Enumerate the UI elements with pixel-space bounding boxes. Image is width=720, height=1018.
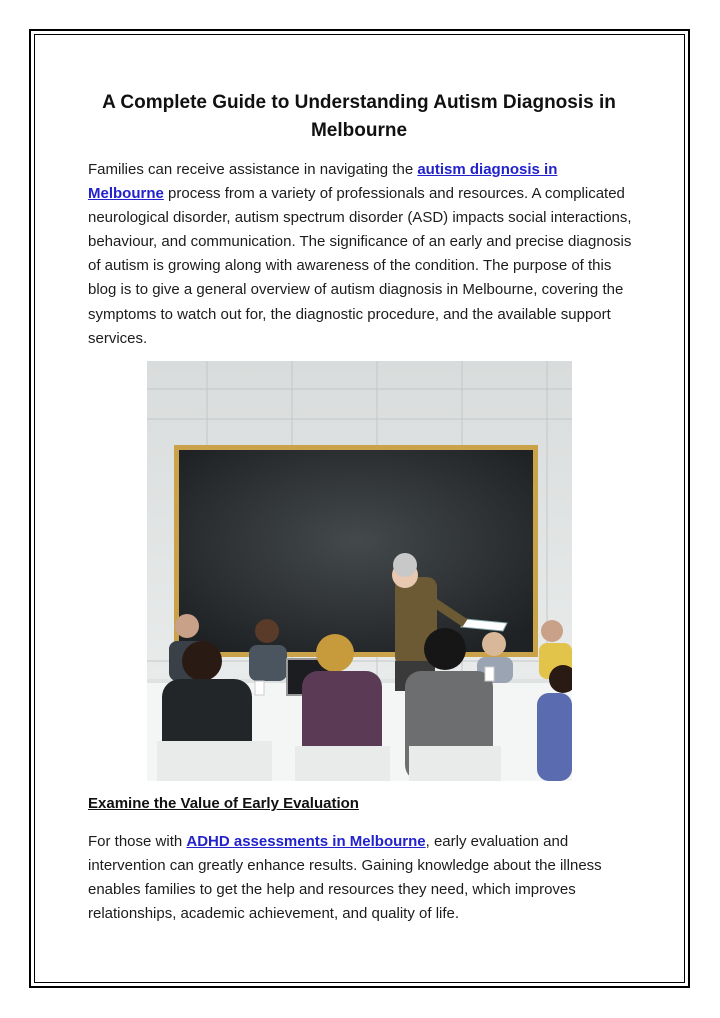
- meeting-photo: [147, 361, 572, 781]
- section-text-end: , early evaluation and intervention can greatly enhance results. Gaining knowledge about the illness enables families to get the help and resources they need, which improves relationships, academic achievement, and quality of life.: [88, 833, 602, 923]
- adhd-assessments-link[interactable]: ADHD assessments in Melbourne: [186, 833, 426, 850]
- intro-paragraph: [88, 158, 633, 351]
- intro-text-end: process from a variety of professionals and resources. A complicated neurological disorder, autism spectrum disorder (ASD) impacts social interactions, behaviour, and communication. The significance of an early and precise diagnosis of autism is growing along with awareness of the condition. The purpose of this blog is to give a general overview of autism diagnosis in Melbourne, covering the symptoms to watch out for, the diagnostic procedure, and the available support services.: [88, 185, 632, 347]
- page-title: A Complete Guide to Understanding Autism Diagnosis in Melbourne: [102, 92, 616, 141]
- section-paragraph: [88, 830, 633, 926]
- autism-diagnosis-link[interactable]: autism diagnosis in Melbourne: [88, 161, 558, 203]
- intro-text-start: Families can receive assistance in navigating the: [88, 161, 418, 178]
- section-text-start: For those with: [88, 833, 187, 850]
- section-heading: Examine the Value of Early Evaluation: [88, 795, 359, 812]
